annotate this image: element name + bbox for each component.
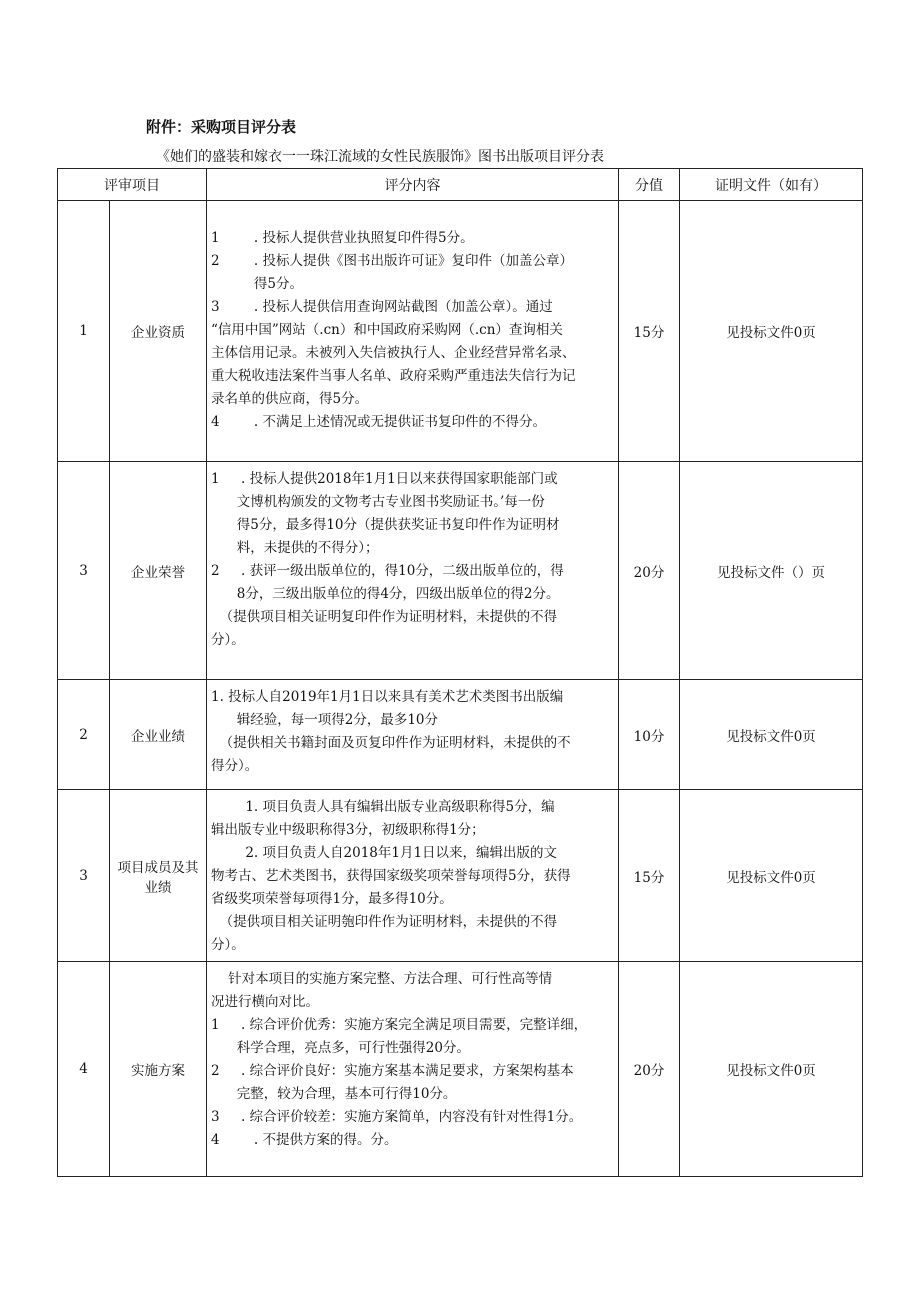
table-row [58, 201, 863, 462]
row-proof: 见投标文件0页 [680, 790, 863, 962]
content-line: 1. 项目负责人具有编辑出版专业高级职称得5分，编 [211, 799, 555, 815]
table-row [58, 790, 863, 962]
row-number: 2 [58, 680, 110, 790]
content-line: 2 . 获评一级出版单位的，得10分，二级出版单位的，得 [211, 563, 564, 579]
content-line: 4 . 不满足上述情况或无提供证书复印件的不得分。 [211, 414, 547, 430]
table-row [58, 680, 863, 790]
content-line: 文博机构颁发的文物考古专业图书奖励证书。’每一份 [211, 494, 545, 510]
row-proof: 见投标文件0页 [680, 201, 863, 462]
content-line: 料，未提供的不得分）； [211, 540, 379, 556]
content-line: 分）。 [211, 632, 245, 648]
content-line: 辑出版专业中级职称得3分，初级职称得1分； [211, 822, 485, 838]
content-line: 1. 投标人自2019年1月1日以来具有美术艺术类图书出版编 [211, 689, 564, 705]
content-line: 主体信用记录。未被列入失信被执行人、企业经营异常名录、 [211, 345, 576, 361]
header-item: 评审项目 [58, 169, 207, 201]
content-line: 1 . 综合评价优秀：实施方案完全满足项目需要，完整详细， [211, 1017, 588, 1033]
content-line: 针对本项目的实施方案完整、方法合理、可行性高等情 [211, 971, 553, 987]
content-line: （提供项目相关证明复印件作为证明材料，未提供的不得 [211, 609, 558, 625]
row-content [207, 680, 619, 790]
content-line: 科学合理，亮点多，可行性强得20分。 [211, 1040, 470, 1056]
row-score: 15分 [619, 790, 680, 962]
content-line: 1 . 投标人提供营业执照复印件得5分。 [211, 230, 474, 246]
content-line: 得5分，最多得10分（提供获奖证书复印件作为证明材 [211, 517, 560, 533]
row-number: 1 [58, 201, 110, 462]
row-score: 15分 [619, 201, 680, 462]
scoring-table [57, 168, 863, 1177]
row-item: 企业业绩 [110, 680, 207, 790]
row-content [207, 462, 619, 680]
row-number: 3 [58, 790, 110, 962]
content-line: 物考古、艺术类图书，获得国家级奖项荣誉每项得5分，获得 [211, 868, 571, 884]
row-score: 20分 [619, 462, 680, 680]
row-content [207, 962, 619, 1177]
content-line: 3 . 投标人提供信用查询网站截图（加盖公章）。通过 [211, 299, 553, 315]
content-line: 分）。 [211, 937, 245, 953]
content-line: 1 . 投标人提供2018年1月1日以来获得国家职能部门或 [211, 471, 558, 487]
row-score: 10分 [619, 680, 680, 790]
table-header-row [58, 169, 863, 201]
content-line: 3 . 综合评价较差：实施方案简单，内容没有针对性得1分。 [211, 1109, 583, 1125]
content-line: 2. 项目负责人自2018年1月1日以来，编辑出版的文 [211, 845, 558, 861]
content-line: 省级奖项荣誉每项得1分，最多得10分。 [211, 891, 453, 907]
row-item: 企业资质 [110, 201, 207, 462]
row-proof: 见投标文件（）页 [680, 462, 863, 680]
content-line: （提供项目相关证明匏印件作为证明材料，未提供的不得 [211, 914, 558, 930]
row-content [207, 790, 619, 962]
header-score: 分值 [619, 169, 680, 201]
table-row [58, 462, 863, 680]
row-content [207, 201, 619, 462]
content-line: “信用中国”网站（.cn）和中国政府采购网（.cn）查询相关 [211, 322, 563, 338]
row-proof: 见投标文件0页 [680, 962, 863, 1177]
header-content: 评分内容 [207, 169, 619, 201]
content-line: （提供相关书籍封面及页复印件作为证明材料，未提供的不 [211, 735, 571, 751]
content-line: 完整，较为合理，基本可行得10分。 [211, 1086, 457, 1102]
content-line: 2 . 投标人提供《图书出版许可证》复印件（加盖公章） [211, 253, 574, 269]
content-line: 2 . 综合评价良好：实施方案基本满足要求，方案架构基本 [211, 1063, 574, 1079]
content-line: 辑经验，每一项得2分，最多10分 [211, 712, 439, 728]
content-line: 录名单的供应商，得5分。 [211, 391, 369, 407]
content-line: 4 . 不提供方案的得。分。 [211, 1132, 398, 1148]
table-row [58, 962, 863, 1177]
row-item: 实施方案 [110, 962, 207, 1177]
row-item: 企业荣誉 [110, 462, 207, 680]
content-line: 况进行横向对比。 [211, 994, 319, 1010]
content-line: 得分）。 [211, 758, 259, 774]
attachment-title: 附件：采购项目评分表 [146, 118, 297, 136]
content-line: 得5分。 [211, 276, 304, 292]
document-title: 《她们的盛装和嫁衣一一珠江流域的女性民族服饰》图书出版项目评分表 [156, 149, 604, 165]
header-proof: 证明文件（如有） [680, 169, 863, 201]
row-proof: 见投标文件0页 [680, 680, 863, 790]
content-line: 重大税收违法案件当事人名单、政府采购严重违法失信行为记 [211, 368, 576, 384]
row-number: 3 [58, 462, 110, 680]
row-item: 项目成员及其业绩 [110, 790, 207, 962]
row-number: 4 [58, 962, 110, 1177]
row-score: 20分 [619, 962, 680, 1177]
content-line: 8分，三级出版单位的得4分，四级出版单位的得2分。 [211, 586, 560, 602]
